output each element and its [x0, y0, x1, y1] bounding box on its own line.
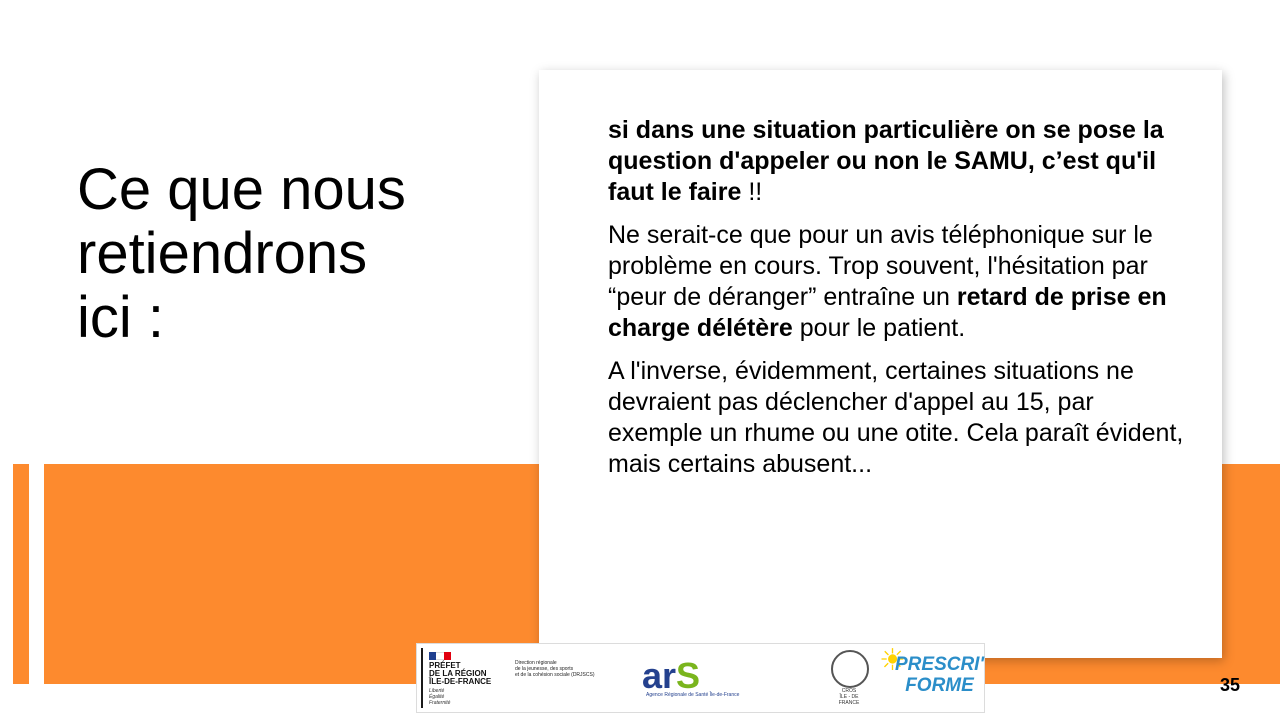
drjscs-line-3: et de la cohésion sociale (DRJSCS) — [515, 672, 595, 678]
title-line-2: retiendrons — [77, 221, 368, 286]
flag-red — [444, 652, 451, 660]
drjscs-line-2: de la jeunesse, des sports — [515, 666, 574, 672]
sun-icon: ☀ — [879, 644, 906, 677]
orange-band-right — [1222, 464, 1280, 684]
paragraph-1-bold: si dans une situation particulière on se pose la question d'appeler ou non le SAMU, c’est qu'il faut le faire — [608, 116, 1164, 206]
flag-white — [436, 652, 443, 660]
cros-line-1: CROS — [841, 688, 857, 694]
card-body — [608, 115, 1188, 492]
ars-subtitle: Agence Régionale de Santé Île-de-France — [646, 692, 740, 698]
motto-line-2: Égalité — [429, 694, 445, 700]
flag-blue — [429, 652, 436, 660]
cros-label — [827, 688, 871, 706]
prefet-motto — [429, 688, 450, 706]
paragraph-2-bold: retard de prise en charge délétère — [608, 283, 1167, 342]
paragraph-1 — [608, 115, 1188, 208]
paragraph-1-tail: !! — [741, 178, 763, 206]
prescri-line-2: FORME — [905, 675, 974, 696]
ars-s-letter: S — [676, 655, 701, 696]
paragraph-3: A l'inverse, évidemment, certaines situations ne devraient pas déclencher d'appel au 15, par exemple un rhume ou une otite. Cela paraît évident, mais certains abusent... — [608, 357, 1184, 478]
drjscs-label — [515, 660, 635, 678]
content-card — [539, 70, 1222, 658]
cros-line-3: FRANCE — [838, 700, 860, 706]
prescri-forme-logo — [895, 654, 984, 696]
olympic-rings-icon — [831, 650, 869, 688]
french-flag-icon — [429, 652, 451, 660]
cros-line-2: ÎLE - DE — [839, 694, 859, 700]
title-line-3: ici : — [77, 285, 164, 350]
title-line-1: Ce que nous — [77, 157, 406, 222]
ars-logo — [642, 655, 701, 696]
motto-line-3: Fraternité — [429, 700, 451, 706]
slide-title — [77, 158, 517, 350]
prefet-line-3: ÎLE-DE-FRANCE — [429, 677, 492, 686]
page-number: 35 — [1220, 675, 1241, 695]
paragraph-2-after: pour le patient. — [792, 314, 966, 342]
prefet-logo — [421, 648, 505, 708]
prefet-line-1: PRÉFET — [429, 661, 461, 670]
paragraph-2 — [608, 220, 1188, 344]
paragraph-2-before: Ne serait-ce que pour un avis téléphonique sur le problème en cours. Trop souvent, l'hésitation par “peur de déranger” entraîne un — [608, 221, 1153, 311]
motto-line-1: Liberté — [429, 688, 445, 694]
drjscs-line-1: Direction régionale — [515, 660, 557, 666]
orange-accent-bar — [13, 464, 29, 684]
ars-letters: ar — [642, 655, 677, 696]
prescri-line-1: PRESCRI' — [895, 654, 984, 675]
partner-logos-strip — [416, 643, 985, 713]
prefet-line-2: DE LA RÉGION — [429, 669, 487, 678]
prefet-text — [429, 662, 491, 686]
